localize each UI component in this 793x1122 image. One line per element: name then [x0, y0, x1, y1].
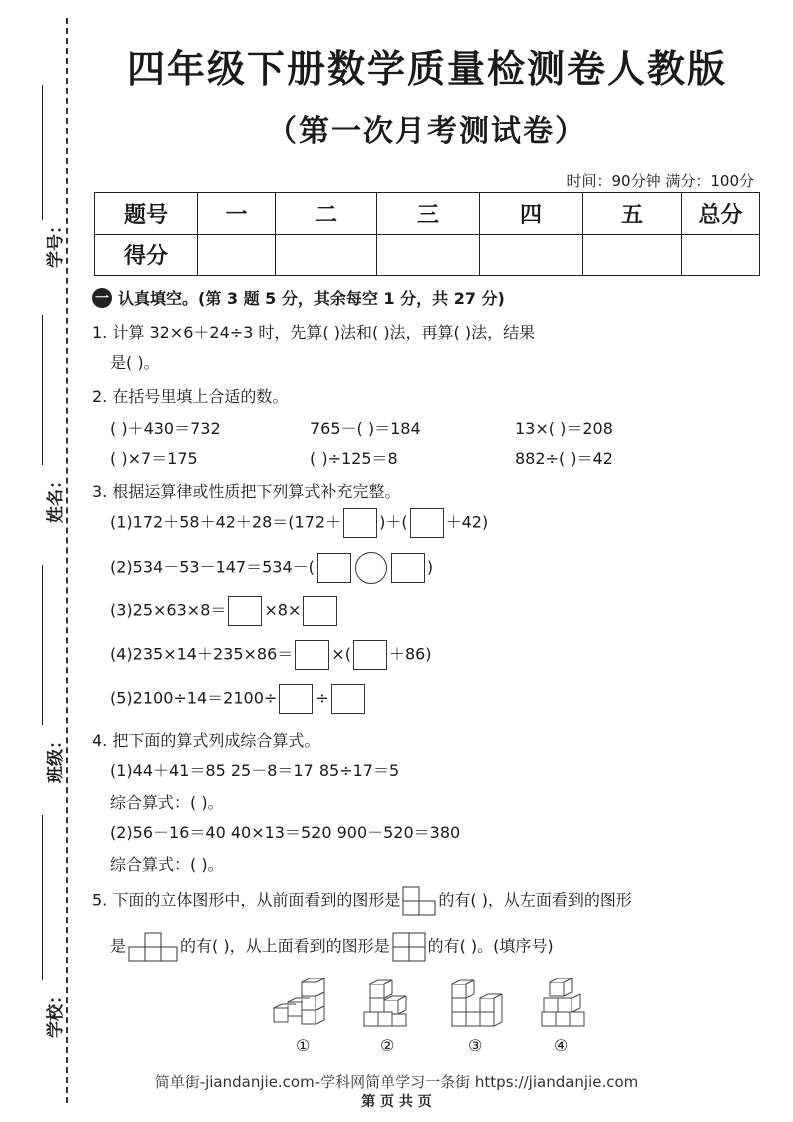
q2-item: ( )＋430＝732 [110, 419, 221, 438]
q3-text: ×8× [264, 600, 302, 620]
side-field-class [22, 565, 66, 785]
side-label-class: 班级： [46, 732, 66, 783]
answer-box[interactable] [317, 553, 351, 583]
side-label-school: 学校： [46, 987, 66, 1038]
q3-text: (3)25×63×8＝ [110, 600, 227, 620]
cube-figure-4-icon [540, 978, 592, 1028]
side-field-rule [42, 315, 43, 465]
q3-part1 [110, 508, 488, 538]
q3-text: ×( [331, 644, 351, 664]
footer-site-text: 简单街-jiandanjie.com-学科网简单学习一条街 https://jiandanjie.com [154, 1073, 639, 1091]
q3-text: )＋( [379, 512, 408, 532]
q4-line4: 综合算式：( )。 [110, 855, 224, 874]
side-field-school [22, 815, 66, 1038]
q2-item: 13×( )＝208 [515, 419, 613, 438]
q1-line2: 是( )。 [110, 353, 160, 372]
figure-label: ④ [554, 1036, 569, 1055]
side-label-name: 姓名： [46, 472, 66, 523]
score-header-cell: 四 [480, 193, 583, 235]
page-title: 四年级下册数学质量检测卷人教版 [126, 47, 727, 91]
q3-text: (2)534－53－147＝534－( [110, 557, 315, 577]
q5-text: 5. 下面的立体图形中，从前面看到的图形是 [92, 890, 401, 910]
q3-text: (1)172＋58＋42＋28＝(172＋ [110, 512, 342, 532]
section-number-badge: 一 [92, 288, 112, 308]
figure-label: ① [296, 1036, 311, 1055]
score-table [94, 192, 760, 276]
score-table-score-row [95, 234, 760, 276]
answer-box[interactable] [353, 640, 387, 670]
footer-page-number: 第 页 共 页 [361, 1094, 432, 1110]
q3-part2 [110, 552, 433, 584]
q5-text: 是 [110, 936, 127, 956]
q4-title: 4. 把下面的算式列成综合算式。 [92, 731, 321, 750]
q3-text: ) [426, 557, 434, 577]
view-shape-top-icon [392, 932, 426, 962]
q2-row1 [110, 416, 613, 439]
answer-box[interactable] [279, 684, 313, 714]
cube-figure-3-icon [450, 978, 506, 1028]
q5-text: 的有( )。(填序号) [427, 936, 554, 956]
binding-dashed-line [66, 18, 68, 1103]
score-cell[interactable] [377, 234, 480, 276]
section-title: 认真填空。(第 3 题 5 分，其余每空 1 分，共 27 分) [118, 289, 505, 308]
answer-box[interactable] [410, 508, 444, 538]
view-shape-front-icon [402, 886, 436, 916]
view-shape-left-icon [128, 932, 178, 962]
answer-circle[interactable] [355, 552, 387, 584]
answer-box[interactable] [228, 596, 262, 626]
answer-box[interactable] [343, 508, 377, 538]
q2-item: 765－( )＝184 [310, 419, 421, 438]
q4-line2: 综合算式：( )。 [110, 793, 224, 812]
q4-line1: (1)44＋41＝85 25－8＝17 85÷17＝5 [110, 761, 400, 780]
score-cell[interactable] [583, 234, 682, 276]
side-field-rule [42, 815, 43, 980]
q3-part3 [110, 596, 339, 626]
side-label-student-id: 学号： [46, 217, 66, 268]
q2-item: ( )×7＝175 [110, 449, 198, 468]
side-field-student-id [22, 85, 66, 305]
side-field-rule [42, 565, 43, 725]
side-field-rule [42, 85, 43, 220]
score-cell[interactable] [198, 234, 276, 276]
score-table-header-row [95, 193, 760, 235]
score-header-cell: 题号 [95, 193, 198, 235]
q5-text: 的有( )，从上面看到的图形是 [180, 936, 390, 956]
score-cell[interactable] [480, 234, 583, 276]
score-header-cell: 三 [377, 193, 480, 235]
q2-row2 [110, 446, 613, 469]
q3-text: (4)235×14＋235×86＝ [110, 644, 294, 664]
score-cell[interactable] [276, 234, 377, 276]
side-field-name [22, 315, 66, 525]
page-subtitle: （第一次月考测试卷） [267, 114, 587, 149]
q3-text: (5)2100÷14＝2100÷ [110, 688, 278, 708]
q2-item: 882÷( )＝42 [515, 449, 613, 468]
q5-text: 的有( )，从左面看到的图形 [438, 890, 632, 910]
score-cell[interactable] [682, 234, 760, 276]
answer-box[interactable] [331, 684, 365, 714]
time-info: 时间：90分钟 满分：100分 [566, 172, 754, 190]
q3-text: ＋86) [388, 644, 432, 664]
answer-box[interactable] [303, 596, 337, 626]
score-header-cell: 五 [583, 193, 682, 235]
figure-label: ② [380, 1036, 395, 1055]
q3-title: 3. 根据运算律或性质把下列算式补充完整。 [92, 482, 401, 501]
q2-item: ( )÷125＝8 [310, 449, 398, 468]
score-row-label: 得分 [95, 234, 198, 276]
score-header-cell: 总分 [682, 193, 760, 235]
q3-part4 [110, 640, 432, 670]
q5-line1 [92, 886, 632, 916]
q2-title: 2. 在括号里填上合适的数。 [92, 387, 289, 406]
score-header-cell: 一 [198, 193, 276, 235]
q3-text: ÷ [315, 688, 329, 708]
solid-figures [272, 978, 592, 1058]
q3-part5 [110, 684, 367, 714]
q5-line2 [110, 932, 554, 962]
figure-label: ③ [468, 1036, 483, 1055]
cube-figure-1-icon [272, 978, 334, 1028]
q4-line3: (2)56－16＝40 40×13＝520 900－520＝380 [110, 823, 461, 842]
answer-box[interactable] [391, 553, 425, 583]
score-header-cell: 二 [276, 193, 377, 235]
cube-figure-2-icon [362, 978, 412, 1028]
section-heading [92, 286, 505, 309]
q1-line1: 1. 计算 32×6＋24÷3 时，先算( )法和( )法，再算( )法，结果 [92, 323, 536, 342]
q3-text: ＋42) [445, 512, 489, 532]
answer-box[interactable] [295, 640, 329, 670]
